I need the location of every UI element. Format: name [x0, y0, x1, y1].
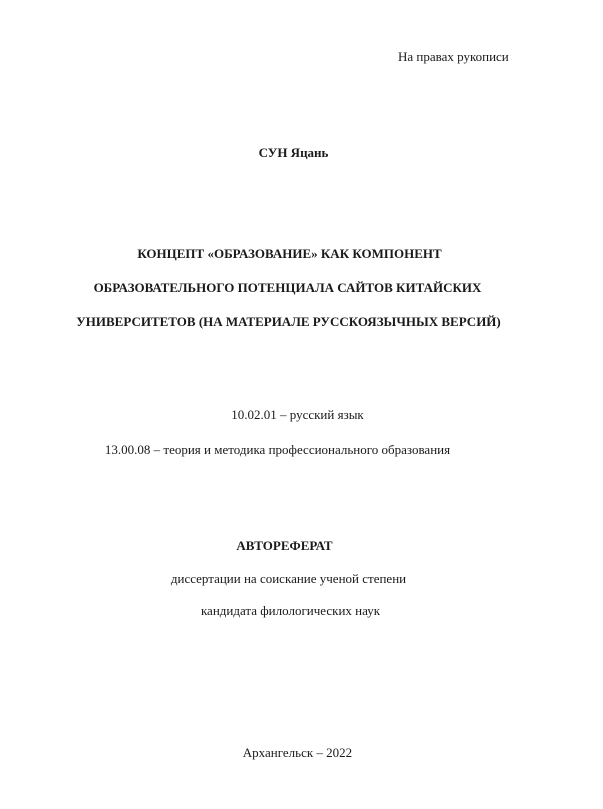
manuscript-rights-note: На правах рукописи — [398, 49, 509, 64]
title-line-1: КОНЦЕПТ «ОБРАЗОВАНИЕ» КАК КОМПОНЕНТ — [137, 246, 442, 261]
title-line-2: ОБРАЗОВАТЕЛЬНОГО ПОТЕНЦИАЛА САЙТОВ КИТАЙСКИХ — [93, 280, 482, 295]
author-name: СУН Яцань — [258, 145, 329, 160]
degree-purpose-line-1: диссертации на соискание ученой степени — [170, 571, 407, 586]
document-genre: АВТОРЕФЕРАТ — [236, 538, 333, 553]
specialty-code-2: 13.00.08 – теория и методика профессионального образования — [104, 442, 451, 457]
degree-purpose-line-2: кандидата филологических наук — [200, 603, 381, 618]
specialty-code-1: 10.02.01 – русский язык — [231, 407, 364, 422]
title-line-3: УНИВЕРСИТЕТОВ (НА МАТЕРИАЛЕ РУССКОЯЗЫЧНЫХ ВЕРСИЙ) — [76, 314, 501, 329]
place-and-year: Архангельск – 2022 — [242, 745, 353, 760]
